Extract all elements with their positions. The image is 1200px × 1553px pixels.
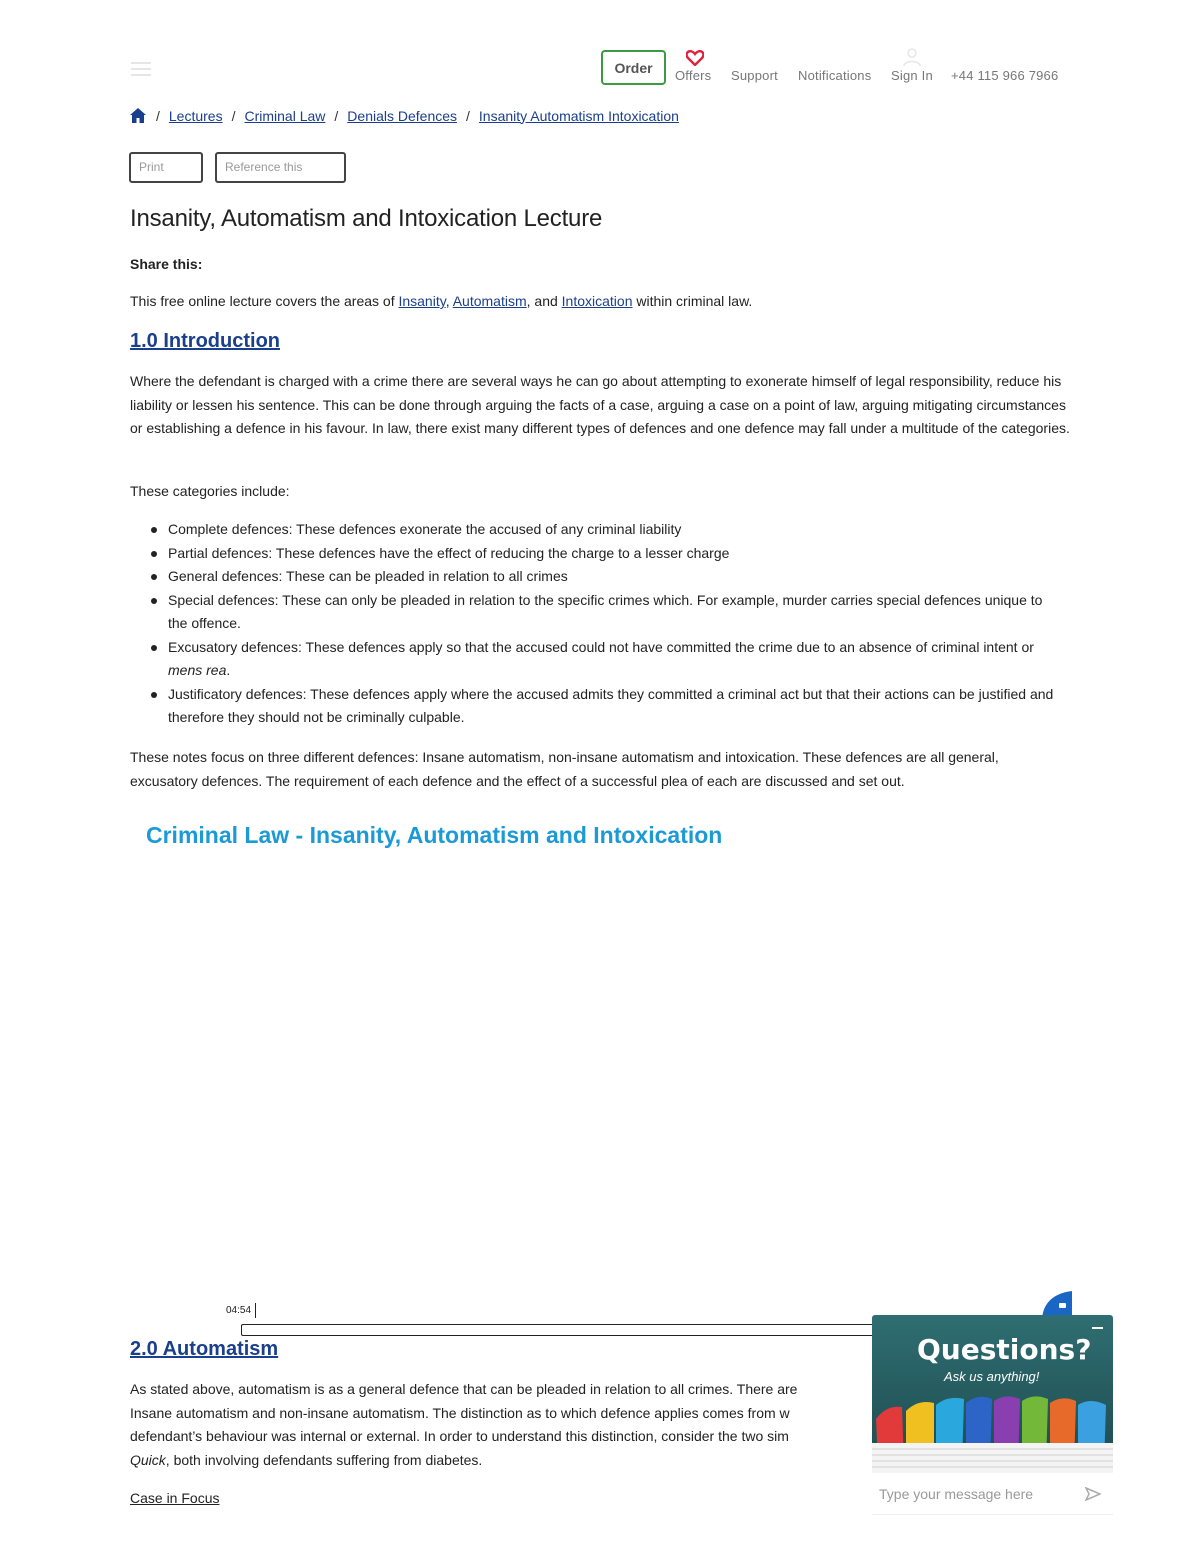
chat-message-input[interactable] [879, 1486, 1069, 1502]
video-title[interactable]: Criminal Law - Insanity, Automatism and Intoxication [146, 822, 723, 848]
nav-notifications[interactable]: Notifications [798, 68, 872, 83]
link-automatism[interactable]: Automatism [452, 293, 527, 309]
breadcrumb-denials-defences[interactable]: Denials Defences [347, 107, 458, 124]
chat-title: Questions? [917, 1333, 1092, 1366]
reference-button[interactable]: Reference this [215, 152, 346, 183]
video-time: 04:54 [224, 1303, 256, 1318]
share-label: Share this: [130, 256, 203, 272]
breadcrumb-separator: / [466, 107, 470, 124]
categories-list [148, 518, 1063, 730]
categories-intro: These categories include: [130, 483, 290, 499]
list-item: Partial defences: These defences have the effect of reducing the charge to a lesser charge [148, 542, 1063, 566]
order-button[interactable]: Order [601, 50, 666, 85]
heart-icon [686, 50, 704, 66]
case-in-focus-label: Case in Focus [130, 1490, 220, 1506]
nav-phone[interactable]: +44 115 966 7966 [951, 68, 1059, 83]
video-timeline[interactable] [241, 1324, 881, 1336]
breadcrumb-separator: / [231, 107, 236, 124]
chat-widget[interactable] [872, 1315, 1113, 1515]
link-intoxication[interactable]: Intoxication [561, 293, 633, 309]
section-heading-automatism: 2.0 Automatism [130, 1338, 279, 1360]
list-item: General defences: These can be pleaded in relation to all crimes [148, 565, 1063, 589]
chat-banner [872, 1315, 1113, 1473]
intro-paragraph: Where the defendant is charged with a crime there are several ways he can go about attempting to exonerate himself of legal responsibility, reduce his liability or lessen his sentence. This can be done through arguing the facts of a case, arguing a case on a point of law, arguing mitigating circumstances or establishing a defence in his favour. In law, there exist many different types of defences and one defence may fall under a multitude of the categories. [130, 373, 1070, 436]
home-icon[interactable] [129, 107, 147, 124]
nav-sign-in[interactable]: Sign In [891, 68, 933, 83]
send-icon[interactable] [1085, 1487, 1101, 1501]
chat-subtitle: Ask us anything! [944, 1369, 1040, 1384]
nav-offers[interactable]: Offers [675, 68, 712, 83]
breadcrumb [129, 107, 679, 124]
books-illustration [872, 1395, 1113, 1473]
breadcrumb-separator: / [334, 107, 339, 124]
focus-paragraph: These notes focus on three different defences: Insane automatism, non-insane automatism and intoxication. These defences are all general, excusatory defences. The requirement of each defence and the effect of a successful plea of each are discussed and set out. [130, 749, 999, 789]
list-item: Excusatory defences: These defences apply so that the accused could not have committed the crime due to an absence of criminal intent or mens rea. [148, 636, 1063, 683]
breadcrumb-current[interactable]: Insanity Automatism Intoxication [478, 107, 679, 124]
list-item: Special defences: These can only be pleaded in relation to the specific crimes which. For example, murder carries special defences unique to the offence. [148, 589, 1063, 636]
breadcrumb-criminal-law[interactable]: Criminal Law [244, 107, 326, 124]
nav-support[interactable]: Support [731, 68, 778, 83]
user-icon [903, 48, 921, 66]
list-item: Justificatory defences: These defences apply where the accused admits they committed a criminal act but that their actions can be justified and therefore they should not be criminally culpable. [148, 683, 1063, 730]
breadcrumb-lectures[interactable]: Lectures [168, 107, 223, 124]
intro-text: This free online lecture covers the areas of Insanity, Automatism, and Intoxication within criminal law. [130, 293, 753, 309]
close-icon[interactable] [1092, 1327, 1103, 1329]
link-insanity[interactable]: Insanity [398, 293, 446, 309]
print-button[interactable]: Print [129, 152, 203, 183]
list-item: Complete defences: These defences exonerate the accused of any criminal liability [148, 518, 1063, 542]
case-name-quick: Quick [130, 1451, 166, 1468]
mens-rea-term: mens rea [168, 662, 227, 678]
automatism-paragraph: As stated above, automatism is as a general defence that can be pleaded in relation to all crimes. There are Insane automatism and non-insane automatism. The distinction as to which defence applies comes from w defendant’s behaviour was internal or external. In order to understand this distinction, consider the two sim Quick, both involving defendants suffering from diabetes. [130, 1381, 798, 1468]
chat-input-row [872, 1473, 1113, 1515]
section-heading-introduction: 1.0 Introduction [130, 330, 280, 352]
page-title: Insanity, Automatism and Intoxication Lecture [130, 205, 603, 232]
breadcrumb-separator: / [156, 107, 160, 124]
menu-icon[interactable] [131, 62, 151, 76]
